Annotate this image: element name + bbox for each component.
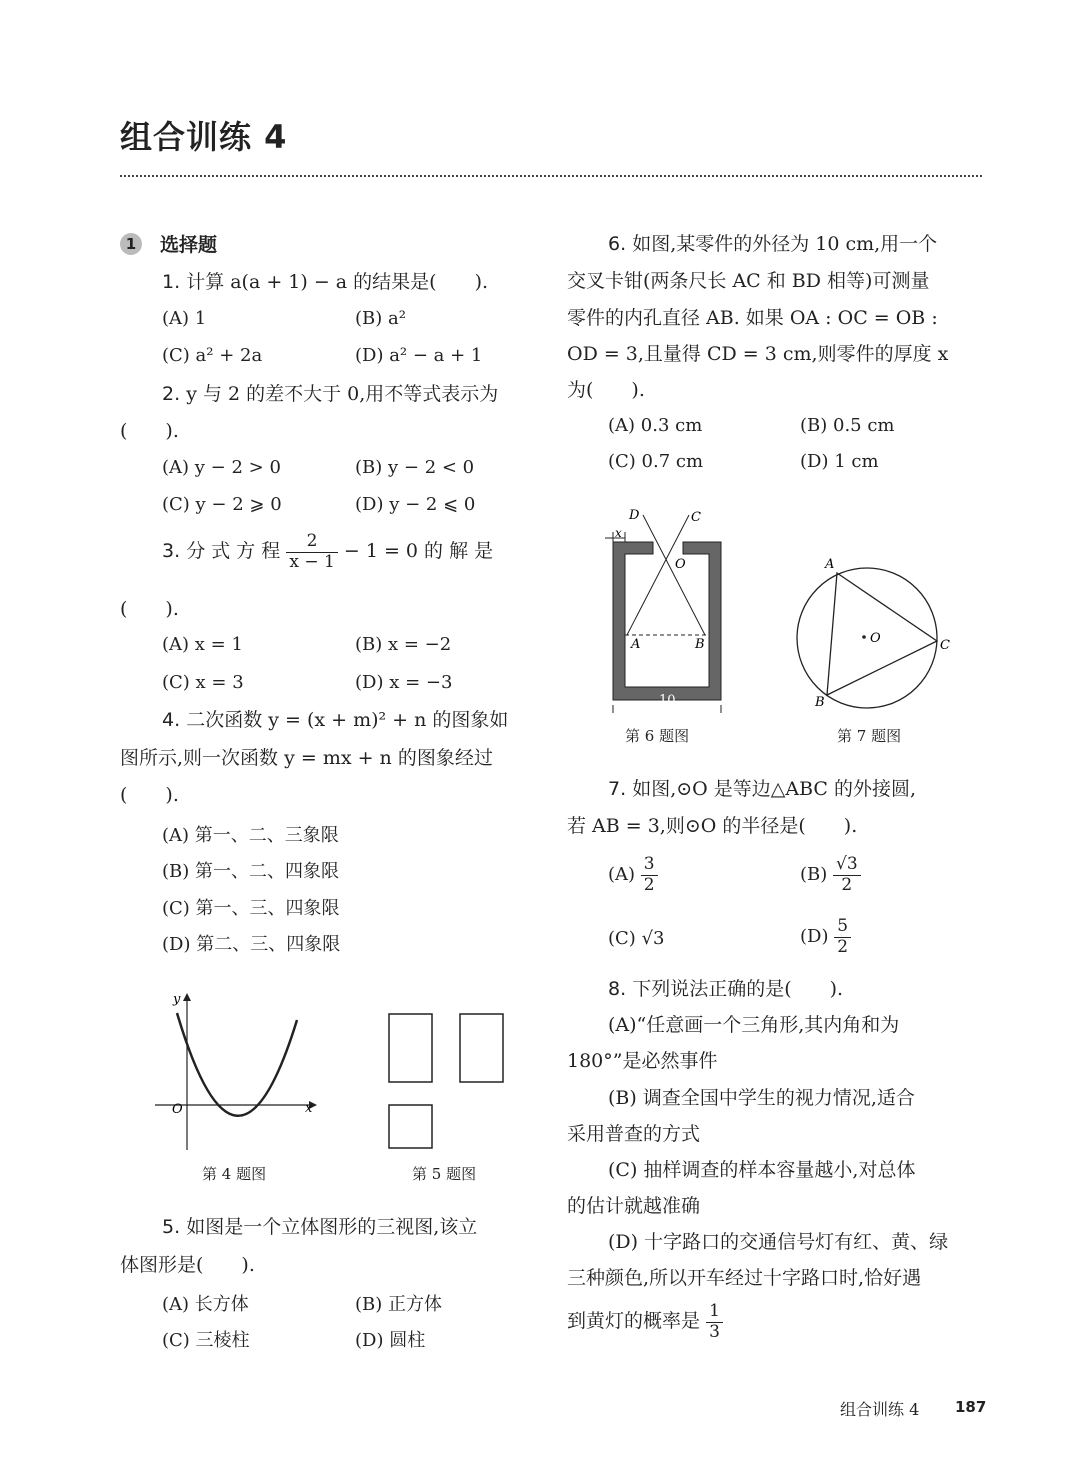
center-point xyxy=(862,635,866,639)
option-a: (A) 1 xyxy=(162,308,207,329)
question-5 xyxy=(162,1215,477,1240)
fraction-numerator: 2 xyxy=(286,532,337,553)
option-a-line2: 180°”是必然事件 xyxy=(567,1050,718,1072)
figure-6-caption: 第 6 题图 xyxy=(625,727,690,745)
option-d xyxy=(800,917,851,957)
fraction-denominator: 2 xyxy=(841,874,853,895)
option-d: (D) 第二、三、四象限 xyxy=(162,934,341,955)
question-text: 如图是一个立体图形的三视图,该立 xyxy=(186,1216,478,1238)
option-d-line1: (D) 十字路口的交通信号灯有红、黄、绿 xyxy=(608,1231,949,1253)
footer-section-title: 组合训练 4 xyxy=(840,1400,920,1419)
section-badge: 1 xyxy=(120,233,142,255)
option-d: (D) x = −3 xyxy=(355,672,453,693)
fraction-numerator: 1 xyxy=(706,1302,723,1323)
label-c: C xyxy=(940,638,950,653)
option-b xyxy=(800,855,861,895)
label-b: B xyxy=(695,637,705,652)
x-label: x xyxy=(305,1101,313,1116)
option-c: (C) 0.7 cm xyxy=(608,451,704,472)
option-b-line2: 采用普查的方式 xyxy=(567,1123,701,1145)
fraction-denominator: 2 xyxy=(837,936,849,957)
figure-4-caption: 第 4 题图 xyxy=(202,1165,267,1183)
question-text: 计算 a(a + 1) − a 的结果是( ). xyxy=(186,271,489,293)
label-b: B xyxy=(815,695,825,710)
fraction xyxy=(286,532,337,572)
question-number: 3. xyxy=(162,540,181,563)
side-view-rect xyxy=(460,1014,503,1082)
label-a: A xyxy=(631,637,641,652)
question-text: − 1 = 0 的 解 是 xyxy=(343,540,494,563)
fraction xyxy=(834,917,851,957)
option-b: (B) x = −2 xyxy=(355,634,452,655)
option-d: (D) 1 cm xyxy=(800,451,879,472)
question-text-cont: ( ). xyxy=(120,598,179,620)
page-title: 组合训练 4 xyxy=(120,118,288,156)
part-cross-section xyxy=(613,542,721,700)
page-number: 187 xyxy=(955,1398,987,1416)
question-1 xyxy=(162,270,488,295)
option-c: (C) y − 2 ⩾ 0 xyxy=(162,494,282,515)
option-c: (C) 三棱柱 xyxy=(162,1330,250,1351)
option-b: (B) y − 2 < 0 xyxy=(355,457,475,478)
figure-7-circle xyxy=(785,550,955,715)
label-o: O xyxy=(675,557,686,572)
option-b-line1: (B) 调查全国中学生的视力情况,适合 xyxy=(608,1087,915,1109)
question-text: y 与 2 的差不大于 0,用不等式表示为 xyxy=(186,383,499,405)
option-b: (B) 正方体 xyxy=(355,1294,442,1315)
y-axis-arrow xyxy=(183,993,191,1001)
option-c: (C) 第一、三、四象限 xyxy=(162,898,340,919)
option-a: (A) 长方体 xyxy=(162,1294,249,1315)
question-number: 5. xyxy=(162,1216,181,1238)
fraction-denominator: x − 1 xyxy=(289,551,335,572)
question-text-cont: 为( ). xyxy=(567,379,645,401)
question-text-cont: OD = 3,且量得 CD = 3 cm,则零件的厚度 x xyxy=(567,343,949,365)
question-number: 1. xyxy=(162,271,181,293)
option-c-line1: (C) 抽样调查的样本容量越小,对总体 xyxy=(608,1159,916,1181)
option-a: (A) 第一、二、三象限 xyxy=(162,825,339,846)
option-c: (C) a² + 2a xyxy=(162,345,263,366)
figure-4-parabola xyxy=(145,985,325,1155)
label-c: C xyxy=(691,510,701,525)
option-d: (D) 圆柱 xyxy=(355,1330,426,1351)
option-letter: (C) xyxy=(608,928,636,949)
question-text: 如图,某零件的外径为 10 cm,用一个 xyxy=(632,233,938,255)
question-text: 下列说法正确的是( ). xyxy=(632,978,844,1000)
option-b: (B) a² xyxy=(355,308,406,329)
option-d: (D) y − 2 ⩽ 0 xyxy=(355,494,476,515)
option-b: (B) 0.5 cm xyxy=(800,415,895,436)
section-title: 选择题 xyxy=(160,234,218,256)
figure-5-three-views xyxy=(380,1005,520,1155)
figure-7-caption: 第 7 题图 xyxy=(837,727,902,745)
option-c-line2: 的估计就越准确 xyxy=(567,1195,701,1217)
fraction-denominator: 3 xyxy=(709,1321,720,1342)
label-ten: 10 xyxy=(659,693,676,708)
question-2 xyxy=(162,382,498,407)
option-d-line3 xyxy=(567,1302,723,1342)
question-7 xyxy=(608,777,916,802)
option-d: (D) a² − a + 1 xyxy=(355,345,483,366)
option-c xyxy=(608,928,664,949)
question-number: 6. xyxy=(608,233,627,255)
option-value: √3 xyxy=(641,928,665,949)
question-4 xyxy=(162,708,508,733)
label-d: D xyxy=(629,508,640,523)
y-label: y xyxy=(173,992,181,1007)
option-c: (C) x = 3 xyxy=(162,672,244,693)
option-a xyxy=(608,855,658,895)
top-view-square xyxy=(389,1105,432,1148)
question-text-cont: 图所示,则一次函数 y = mx + n 的图象经过 xyxy=(120,747,493,769)
fraction-numerator: 3 xyxy=(641,855,658,876)
question-number: 4. xyxy=(162,709,181,731)
caliper-arm-ca xyxy=(627,515,689,635)
question-6 xyxy=(608,232,937,257)
fraction-numerator: 5 xyxy=(834,917,851,938)
equilateral-triangle xyxy=(827,573,937,695)
question-text-cont: 若 AB = 3,则⊙O 的半径是( ). xyxy=(567,815,858,837)
option-a: (A) 0.3 cm xyxy=(608,415,703,436)
front-view-rect xyxy=(389,1014,432,1082)
question-text: 如图,⊙O 是等边△ABC 的外接圆, xyxy=(632,778,917,800)
label-x: x xyxy=(615,526,622,540)
figure-5-caption: 第 5 题图 xyxy=(412,1165,477,1183)
question-8 xyxy=(608,977,843,1002)
option-d-line2: 三种颜色,所以开车经过十字路口时,恰好遇 xyxy=(567,1267,922,1289)
question-number: 8. xyxy=(608,978,627,1000)
question-text: 二次函数 y = (x + m)² + n 的图象如 xyxy=(186,709,509,731)
option-a: (A) x = 1 xyxy=(162,634,243,655)
fraction-numerator: √3 xyxy=(833,855,861,876)
fraction xyxy=(706,1302,723,1342)
option-a-line1: (A)“任意画一个三角形,其内角和为 xyxy=(608,1014,900,1036)
figure-6-caliper xyxy=(595,502,735,717)
option-letter: (D) xyxy=(800,926,829,948)
question-text-cont: ( ). xyxy=(120,420,179,442)
title-divider xyxy=(120,175,982,177)
caliper-arm-db xyxy=(643,515,705,635)
question-text-cont: 零件的内孔直径 AB. 如果 OA : OC = OB : xyxy=(567,307,938,329)
fraction xyxy=(641,855,658,895)
parabola-curve xyxy=(177,1013,297,1116)
question-text-cont: 交叉卡钳(两条尺长 AC 和 BD 相等)可测量 xyxy=(567,270,930,292)
option-letter: (B) xyxy=(800,864,828,886)
question-text: 分 式 方 程 xyxy=(186,540,281,563)
question-3 xyxy=(162,532,493,572)
option-letter: (A) xyxy=(608,864,636,886)
origin-label: O xyxy=(172,1102,183,1117)
option-b: (B) 第一、二、四象限 xyxy=(162,861,339,882)
option-text: 到黄灯的概率是 xyxy=(567,1310,701,1333)
question-text-cont: 体图形是( ). xyxy=(120,1254,255,1276)
label-a: A xyxy=(825,557,835,572)
option-a: (A) y − 2 > 0 xyxy=(162,457,281,478)
question-number: 2. xyxy=(162,383,181,405)
question-text-cont: ( ). xyxy=(120,784,179,806)
label-o: O xyxy=(870,631,881,646)
question-number: 7. xyxy=(608,778,627,800)
fraction-denominator: 2 xyxy=(643,874,655,895)
fraction xyxy=(833,855,861,895)
circumcircle xyxy=(797,568,937,708)
